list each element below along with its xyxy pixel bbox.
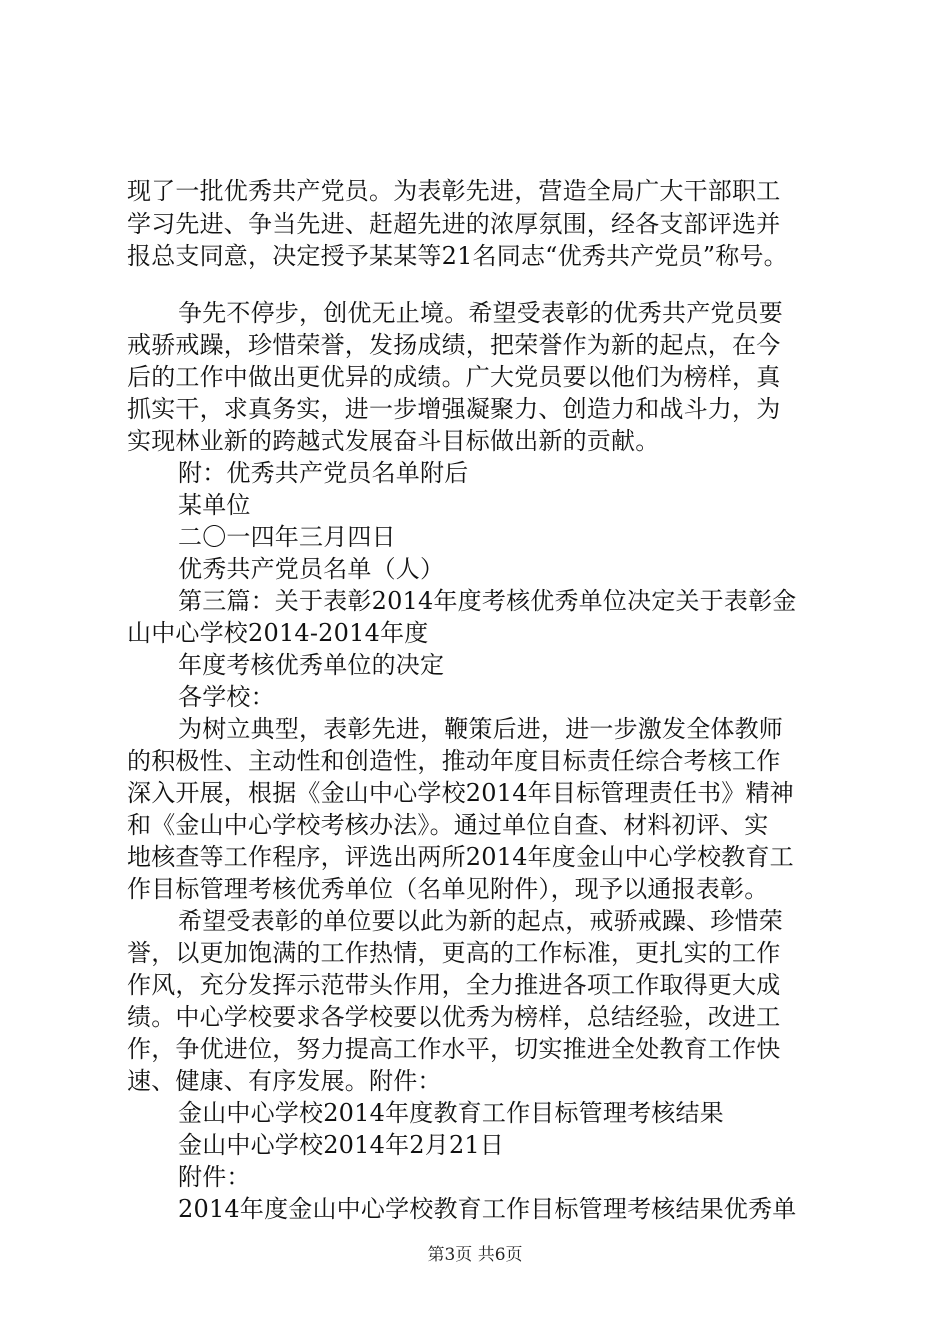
section-heading: 山中心学校2014-2014年度 — [127, 619, 429, 647]
body-line: 作风，充分发挥示范带头作用，全力推进各项工作取得更大成 — [127, 971, 781, 999]
body-line: 深入开展，根据《金山中心学校2014年目标管理责任书》精神 — [127, 779, 794, 807]
body-line: 争先不停步，创优无止境。希望受表彰的优秀共产党员要 — [178, 299, 783, 327]
body-line: 速、健康、有序发展。附件： — [127, 1067, 442, 1095]
body-line: 希望受表彰的单位要以此为新的起点，戒骄戒躁、珍惜荣 — [178, 907, 783, 935]
body-line: 誉，以更加饱满的工作热情，更高的工作标准，更扎实的工作 — [127, 939, 781, 967]
body-line: 抓实干，求真务实，进一步增强凝聚力、创造力和战斗力，为 — [127, 395, 781, 423]
body-line: 后的工作中做出更优异的成绩。广大党员要以他们为榜样，真 — [127, 363, 781, 391]
body-line: 戒骄戒躁，珍惜荣誉，发扬成绩，把荣誉作为新的起点，在今 — [127, 331, 781, 359]
body-line: 和《金山中心学校考核办法》。通过单位自查、材料初评、实 — [127, 811, 769, 839]
body-line: 为树立典型，表彰先进，鞭策后进，进一步激发全体教师 — [178, 715, 783, 743]
salutation: 各学校： — [178, 683, 275, 711]
attachment-title: 金山中心学校2014年度教育工作目标管理考核结果 — [178, 1099, 724, 1127]
section-heading: 年度考核优秀单位的决定 — [178, 651, 445, 679]
body-line: 作目标管理考核优秀单位（名单见附件），现予以通报表彰。 — [127, 875, 769, 903]
signature-date: 二〇一四年三月四日 — [178, 523, 396, 551]
body-line: 实现林业新的跨越式发展奋斗目标做出新的贡献。 — [127, 427, 660, 455]
attachment-note: 附：优秀共产党员名单附后 — [178, 459, 469, 487]
body-line: 地核查等工作程序，评选出两所2014年度金山中心学校教育工 — [127, 843, 794, 871]
page-number: 第3页 共6页 — [427, 1245, 523, 1265]
section-heading: 第三篇：关于表彰2014年度考核优秀单位决定关于表彰金 — [178, 587, 797, 615]
signature-date: 金山中心学校2014年2月21日 — [178, 1131, 505, 1159]
body-line: 绩。中心学校要求各学校要以优秀为榜样，总结经验，改进工 — [127, 1003, 781, 1031]
body-line: 学习先进、争当先进、赶超先进的浓厚氛围，经各支部评选并 — [127, 210, 781, 238]
body-line: 报总支同意，决定授予某某等21名同志“优秀共产党员”称号。 — [127, 242, 788, 270]
body-line: 作，争优进位，努力提高工作水平，切实推进全处教育工作快 — [127, 1035, 781, 1063]
body-line: 现了一批优秀共产党员。为表彰先进，营造全局广大干部职工 — [127, 177, 781, 205]
attachment-label: 附件： — [178, 1163, 251, 1191]
body-line: 的积极性、主动性和创造性，推动年度目标责任综合考核工作 — [127, 747, 781, 775]
signature-unit: 某单位 — [178, 491, 251, 519]
body-line: 2014年度金山中心学校教育工作目标管理考核结果优秀单 — [178, 1195, 797, 1223]
list-title: 优秀共产党员名单（人） — [178, 555, 445, 583]
